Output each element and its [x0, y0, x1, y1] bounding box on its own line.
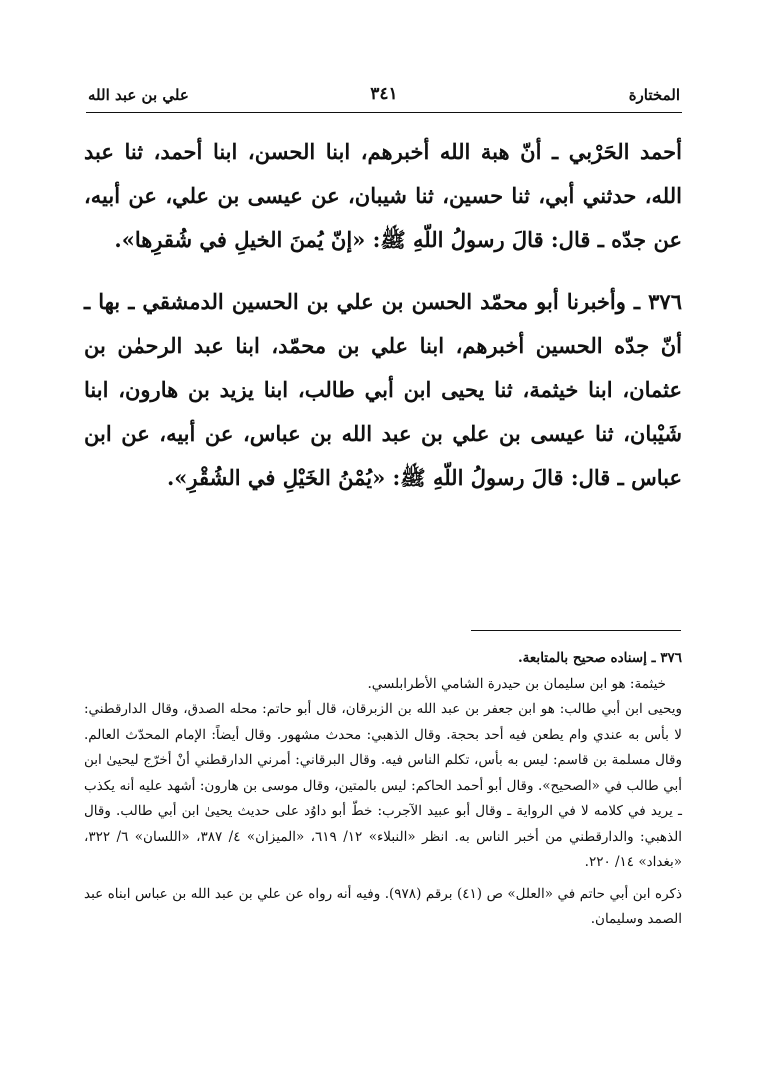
footnote-rule [471, 630, 681, 631]
book-title: المختارة [628, 86, 680, 104]
running-head [86, 82, 682, 112]
footnotes [84, 646, 682, 933]
header-rule [86, 112, 682, 113]
footnote-head: ٣٧٦ ـ إسناده صحيح بالمتابعة. [517, 650, 682, 666]
page-number: ٣٤١ [370, 84, 398, 104]
footnote-ilal: ذكره ابن أبي حاتم في «العلل» ص (٤١) برقم (٩٧٨). وفيه أنه رواه عن علي بن عبد الله بن عباس ابناه عبد الصمد وسليمان. [84, 885, 682, 927]
section-title: علي بن عبد الله [88, 86, 189, 104]
hadith-paragraph-376: ٣٧٦ ـ وأخبرنا أبو محمّد الحسن بن علي بن الحسين الدمشقي ـ بها ـ أنّ جدّه الحسين أخبرهم، ابنا علي بن محمّد، ابنا عبد الرحمٰن بن عثمان، ابنا خيثمة، ثنا يحيى ابن أبي طالب، ابنا يزيد بن هارون، ابنا شَيْبان، ثنا عيسى بن علي بن عبد الله بن عباس، عن أبيه، عن ابن عباس ـ قال: قالَ رسولُ اللّهِ ﷺ: «يُمْنُ الخَيْلِ في الشُقْرِ». [84, 289, 682, 490]
hadith-paragraph-1: أحمد الحَرْبي ـ أنّ هبة الله أخبرهم، ابنا الحسن، ابنا أحمد، ثنا عبد الله، حدثني أبي، ثنا حسين، ثنا شيبان، عن عيسى بن علي، عن أبيه، عن جدّه ـ قال: قالَ رسولُ اللّهِ ﷺ: «إنّ يُمنَ الخيلِ في شُقرِها». [84, 139, 682, 252]
footnote-yahya: ويحيى ابن أبي طالب: هو ابن جعفر بن عبد الله بن الزبرقان، قال أبو حاتم: محله الصدق، وقال الدارقطني: لا بأس به عندي وام يطعن فيه أحد بحجة. وقال الذهبي: محدث مشهور. وقال أيضاً: الإمام المحدّث العالم. وقال مسلمة بن قاسم: ليس به بأس، تكلم الناس فيه. وقال البرقاني: أمرني الدارقطني أنْ أخرّج ليحيىٰ ابن أبي طالب في «الصحيح». وقال أبو أحمد الحاكم: ليس بالمتين، وقال موسى بن هارون: أشهد عليه أنه يكذب ـ يريد في كلامه لا في الرواية ـ وقال أبو عبيد الآجرب: خطّ أبو داوُد على حديث يحيىٰ ابن أبي طالب. وقال الذهبي: والدارقطني من أخبر الناس به. انظر «النبلاء» ١٢/ ٦١٩، «الميزان» ٤/ ٣٨٧، «اللسان» ٦/ ٣٢٢، «بغداد» ١٤/ ٢٢٠. [84, 701, 683, 870]
footnote-khaythama: خيثمة: هو ابن سليمان بن حيدرة الشامي الأطرابلسي. [367, 675, 666, 692]
main-text [84, 130, 682, 500]
